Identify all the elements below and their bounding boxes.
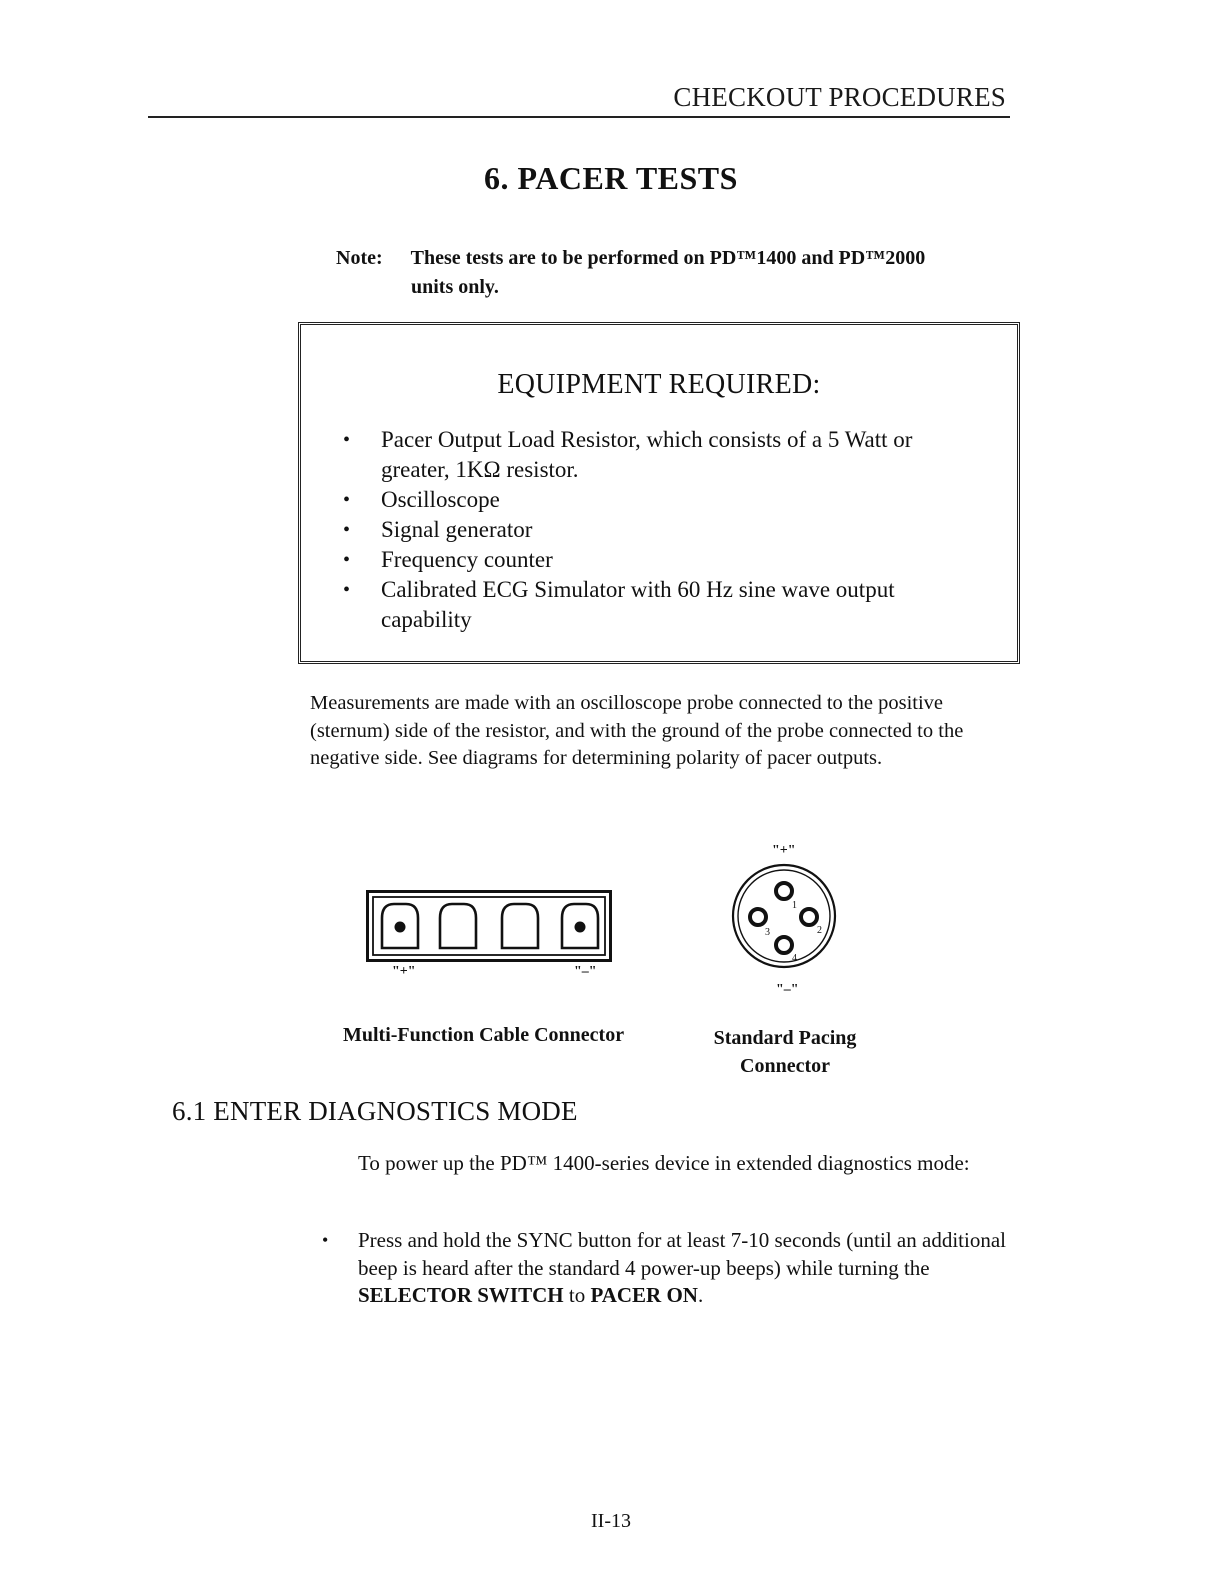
pin-3: [750, 909, 766, 925]
pin-1: [776, 883, 792, 899]
page-title: 6. PACER TESTS: [484, 160, 738, 196]
pin-label-1: 1: [792, 900, 797, 911]
connector-pin-4: [562, 904, 598, 948]
mf-minus-label: "–": [574, 964, 597, 979]
multi-function-caption: Multi-Function Cable Connector: [343, 1024, 625, 1046]
diagnostics-step: [320, 1227, 1020, 1310]
note-label: Note:: [336, 247, 383, 269]
equipment-list: [343, 425, 983, 635]
diagnostics-intro: To power up the PD™ 1400-series device in extended diagnostics mode:: [358, 1151, 970, 1175]
equipment-item: • Frequency counter: [343, 545, 983, 575]
standard-caption-line1: Standard Pacing: [713, 1027, 857, 1049]
standard-pacing-connector-diagram: [730, 862, 838, 970]
equipment-item: • Calibrated ECG Simulator with 60 Hz sine wave output capability: [343, 575, 983, 635]
std-plus-label: "+": [772, 843, 796, 858]
mf-plus-label: "+": [392, 964, 416, 979]
pin-2: [801, 909, 817, 925]
pin-4: [776, 937, 792, 953]
note-text-line2: units only.: [411, 276, 499, 298]
step-text-3: .: [697, 1283, 704, 1307]
standard-caption-line2: Connector: [740, 1055, 830, 1077]
multi-function-connector-diagram: [366, 890, 612, 962]
connector-pin-2: [440, 904, 476, 948]
header-rule: [148, 116, 1010, 118]
connector-pin-3: [502, 904, 538, 948]
page-number: II-13: [591, 1510, 631, 1532]
pin-label-2: 2: [817, 925, 822, 936]
step-bold-selector: SELECTOR SWITCH: [358, 1283, 564, 1307]
step-bold-pacer-on: PACER ON: [590, 1283, 698, 1307]
equipment-item: • Signal generator: [343, 515, 983, 545]
connector-pin-1: [382, 904, 418, 948]
step-text-2: to: [563, 1283, 591, 1307]
pin-label-3: 3: [765, 927, 770, 938]
std-minus-label: "–": [776, 982, 799, 997]
standard-connector-caption: [690, 1024, 880, 1080]
equipment-item: • Pacer Output Load Resistor, which consists of a 5 Watt or greater, 1KΩ resistor.: [343, 425, 983, 485]
section-heading: 6.1 ENTER DIAGNOSTICS MODE: [172, 1096, 578, 1126]
equipment-item: • Oscilloscope: [343, 485, 983, 515]
pin-label-4: 4: [792, 953, 797, 964]
running-header: CHECKOUT PROCEDURES: [673, 82, 1006, 112]
equipment-title: EQUIPMENT REQUIRED:: [497, 369, 821, 400]
equipment-box: [298, 322, 1020, 664]
note: [336, 244, 925, 302]
diagnostics-steps: [320, 1227, 1020, 1310]
step-text-1: Press and hold the SYNC button for at least 7-10 seconds (until an additional beep is heard after the standard 4 power-up beeps) while turning the: [358, 1228, 1006, 1280]
measurement-paragraph: Measurements are made with an oscilloscope probe connected to the positive (sternum) side of the resistor, and with the ground of the probe connected to the negative side. See diagrams for determining polarity of pacer outputs.: [310, 692, 964, 769]
note-text-line1: These tests are to be performed on PD™1400 and PD™2000: [410, 247, 926, 269]
